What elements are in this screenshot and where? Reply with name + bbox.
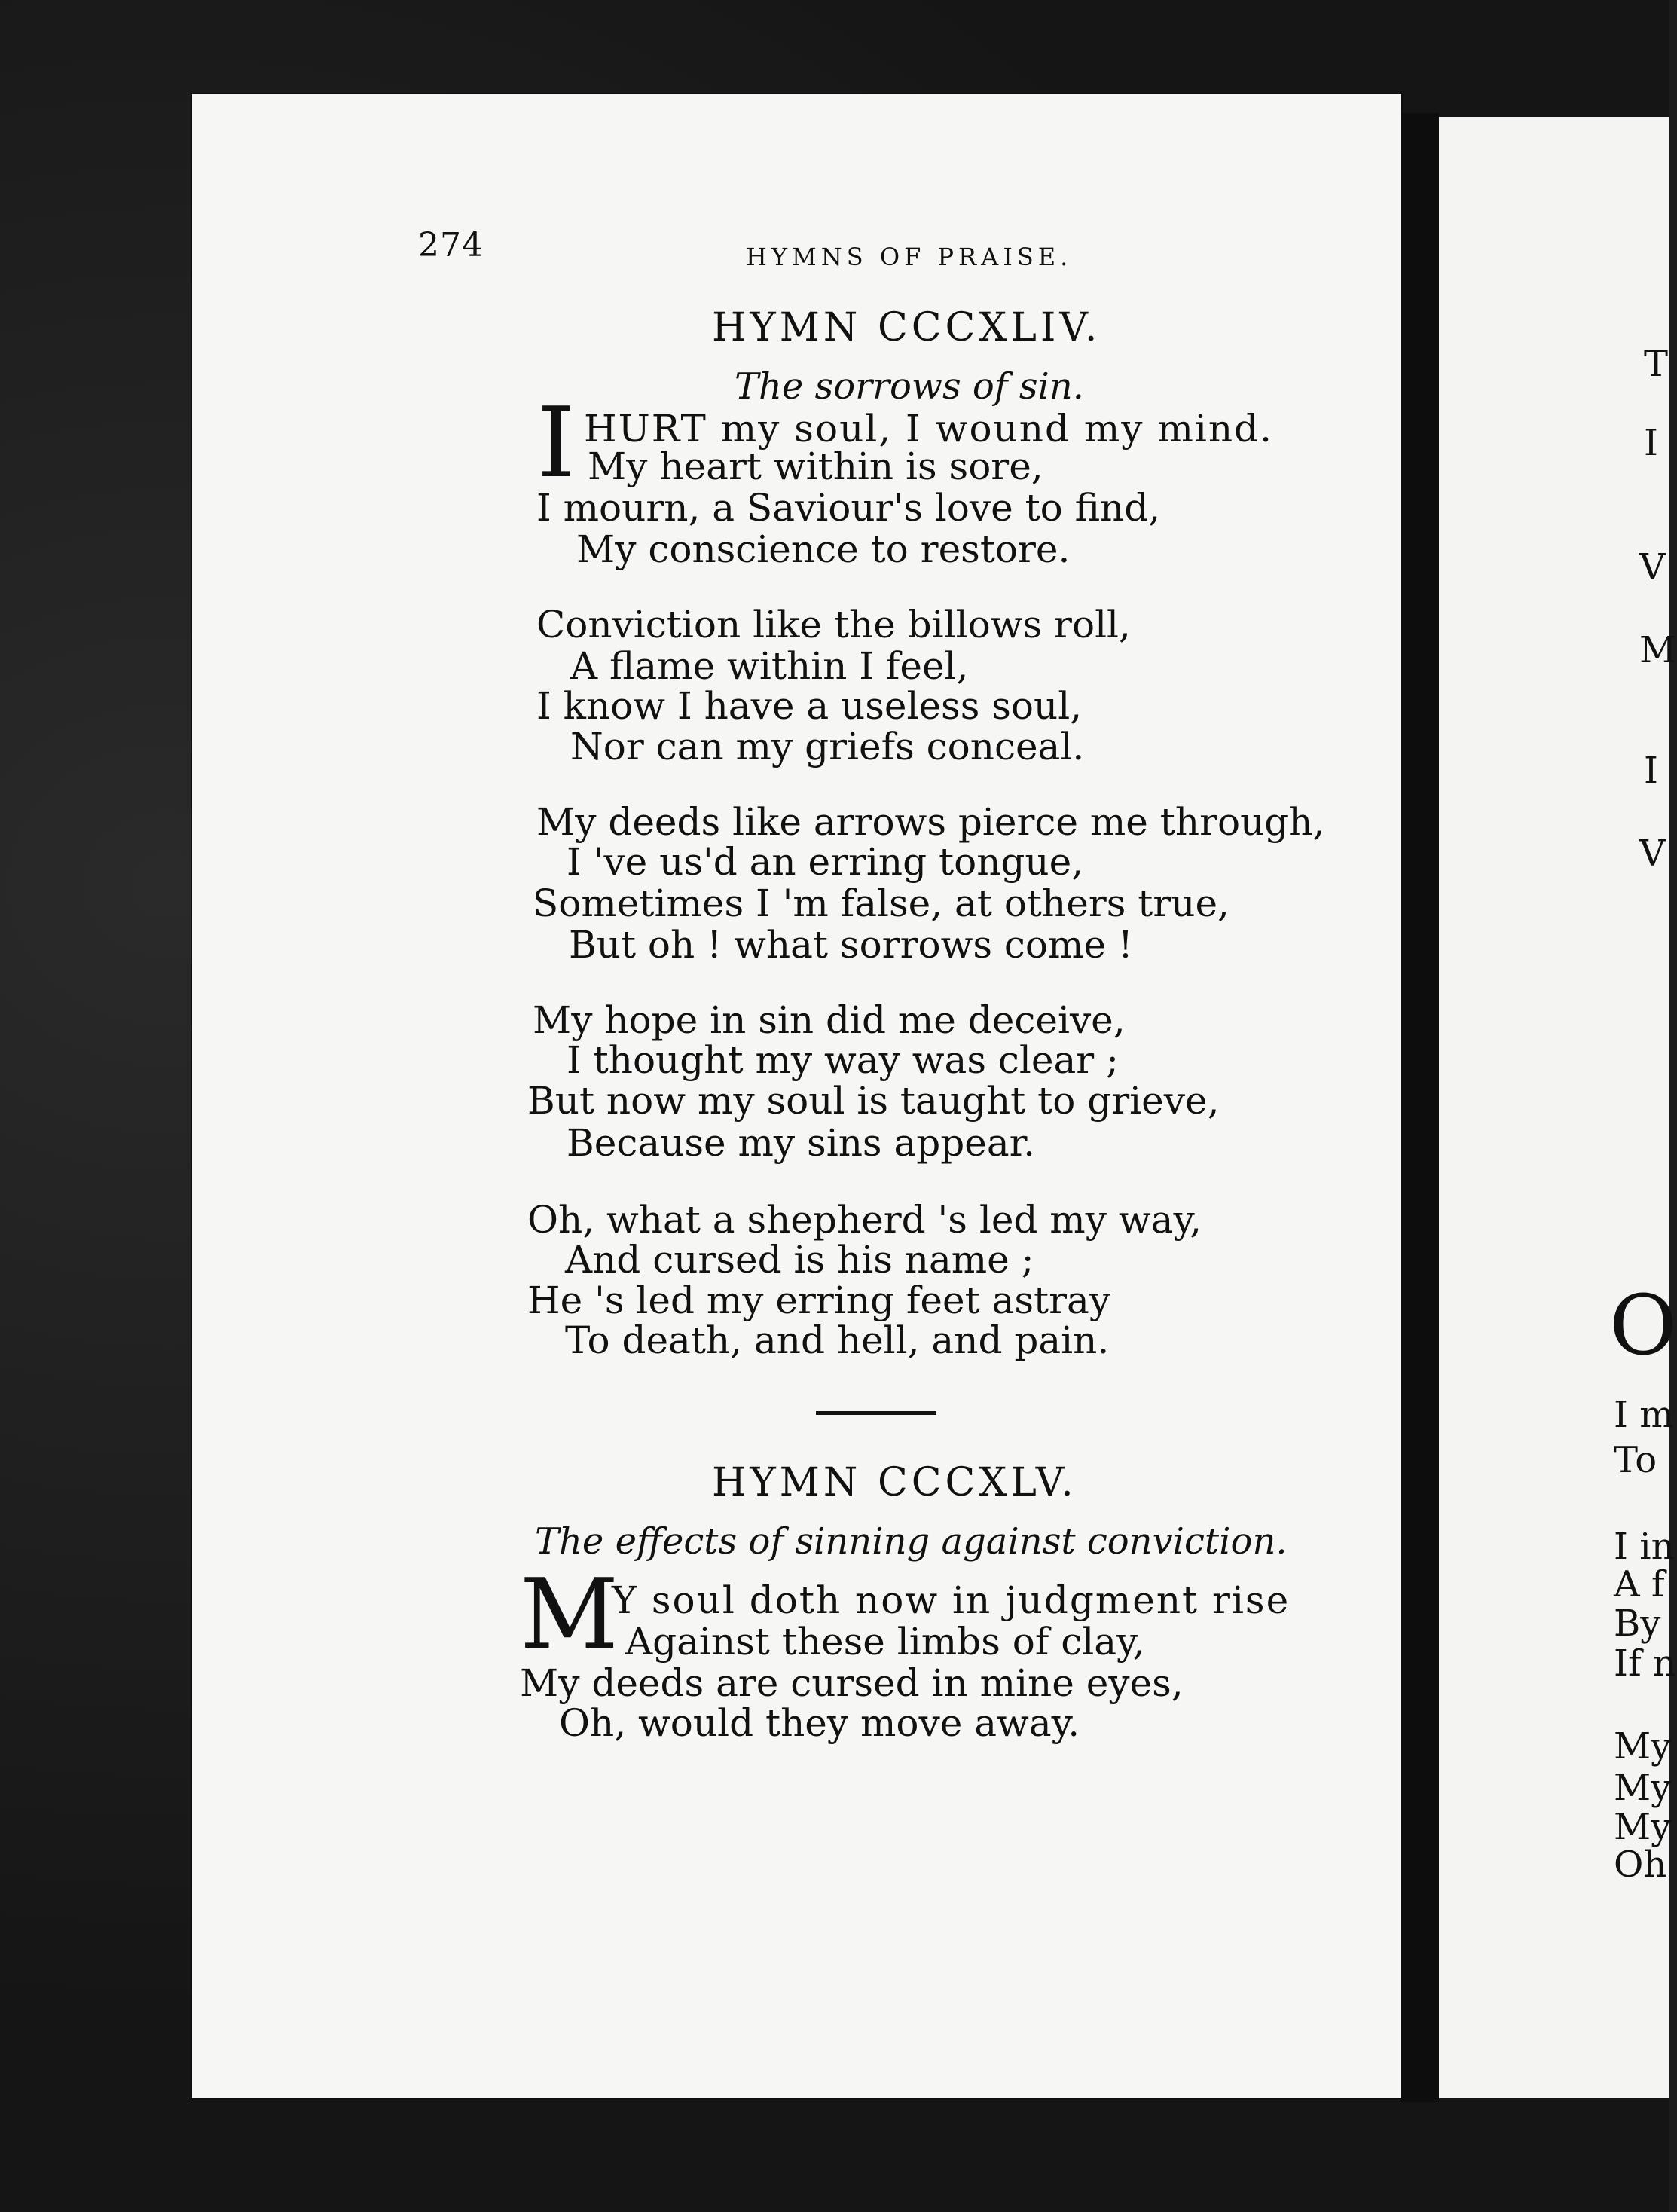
right-fragment: My bbox=[1614, 1767, 1672, 1809]
right-fragment: M bbox=[1639, 629, 1677, 671]
verse-line: My deeds are cursed in mine eyes, bbox=[520, 1661, 1184, 1705]
verse-line: I thought my way was clear ; bbox=[567, 1038, 1119, 1082]
verse-line: Against these limbs of clay, bbox=[625, 1620, 1145, 1664]
verse-line: I mourn, a Saviour's love to find, bbox=[536, 486, 1161, 530]
right-fragment: A f bbox=[1614, 1563, 1665, 1606]
verse-line: Y soul doth now in judgment rise bbox=[612, 1578, 1291, 1622]
right-fragment: My bbox=[1614, 1725, 1672, 1767]
right-fragment: I m bbox=[1614, 1394, 1674, 1436]
verse-line: But oh ! what sorrows come ! bbox=[569, 923, 1134, 967]
running-head: HYMNS OF PRAISE. bbox=[746, 243, 1073, 271]
drop-cap: M bbox=[520, 1559, 619, 1671]
hymn-subtitle: The sorrows of sin. bbox=[735, 365, 1084, 408]
verse-line: HURT my soul, I wound my mind. bbox=[584, 407, 1273, 451]
verse-line: Oh, would they move away. bbox=[559, 1701, 1080, 1745]
hymn-title: HYMN CCCXLV. bbox=[712, 1460, 1077, 1505]
verse-line: Nor can my griefs conceal. bbox=[570, 725, 1085, 768]
right-fragment: If n bbox=[1614, 1642, 1676, 1685]
right-fragment: Oh bbox=[1614, 1844, 1667, 1886]
right-fragment: By bbox=[1614, 1602, 1661, 1645]
hymn-subtitle: The effects of sinning against conviction. bbox=[535, 1520, 1288, 1563]
verse-line: I know I have a useless soul, bbox=[536, 684, 1083, 728]
verse-line: To death, and hell, and pain. bbox=[565, 1318, 1110, 1362]
verse-line: My heart within is sore, bbox=[588, 445, 1043, 488]
verse-line: And cursed is his name ; bbox=[565, 1238, 1034, 1282]
right-fragment: I in bbox=[1614, 1526, 1675, 1568]
right-fragment: I bbox=[1644, 422, 1658, 464]
verse-line: A flame within I feel, bbox=[570, 644, 969, 688]
right-fragment: My bbox=[1614, 1806, 1672, 1848]
verse-line: But now my soul is taught to grieve, bbox=[527, 1079, 1220, 1123]
verse-line: He 's led my erring feet astray bbox=[527, 1279, 1111, 1322]
right-fragment: T bbox=[1644, 343, 1669, 385]
hymn-title: HYMN CCCXLIV. bbox=[712, 305, 1101, 350]
right-fragment: V bbox=[1639, 833, 1666, 875]
drop-cap: I bbox=[537, 387, 576, 500]
right-fragment: I bbox=[1644, 750, 1658, 792]
right-fragment: V bbox=[1639, 546, 1666, 588]
page-number: 274 bbox=[418, 226, 484, 264]
verse-line: My conscience to restore. bbox=[576, 527, 1071, 571]
verse-line: I 've us'd an erring tongue, bbox=[567, 840, 1084, 884]
verse-line: My deeds like arrows pierce me through, bbox=[536, 800, 1325, 844]
verse-line: Sometimes I 'm false, at others true, bbox=[533, 881, 1229, 925]
right-page bbox=[1439, 117, 1677, 2098]
right-fragment: To bbox=[1614, 1439, 1657, 1481]
book-gutter bbox=[1401, 113, 1439, 2102]
right-fragment-dropcap: O bbox=[1609, 1277, 1677, 1373]
verse-line: Conviction like the billows roll, bbox=[536, 603, 1131, 646]
verse-line: My hope in sin did me deceive, bbox=[533, 998, 1126, 1042]
verse-line: Oh, what a shepherd 's led my way, bbox=[527, 1198, 1202, 1242]
verse-line: Because my sins appear. bbox=[567, 1121, 1035, 1165]
section-divider bbox=[816, 1411, 936, 1415]
